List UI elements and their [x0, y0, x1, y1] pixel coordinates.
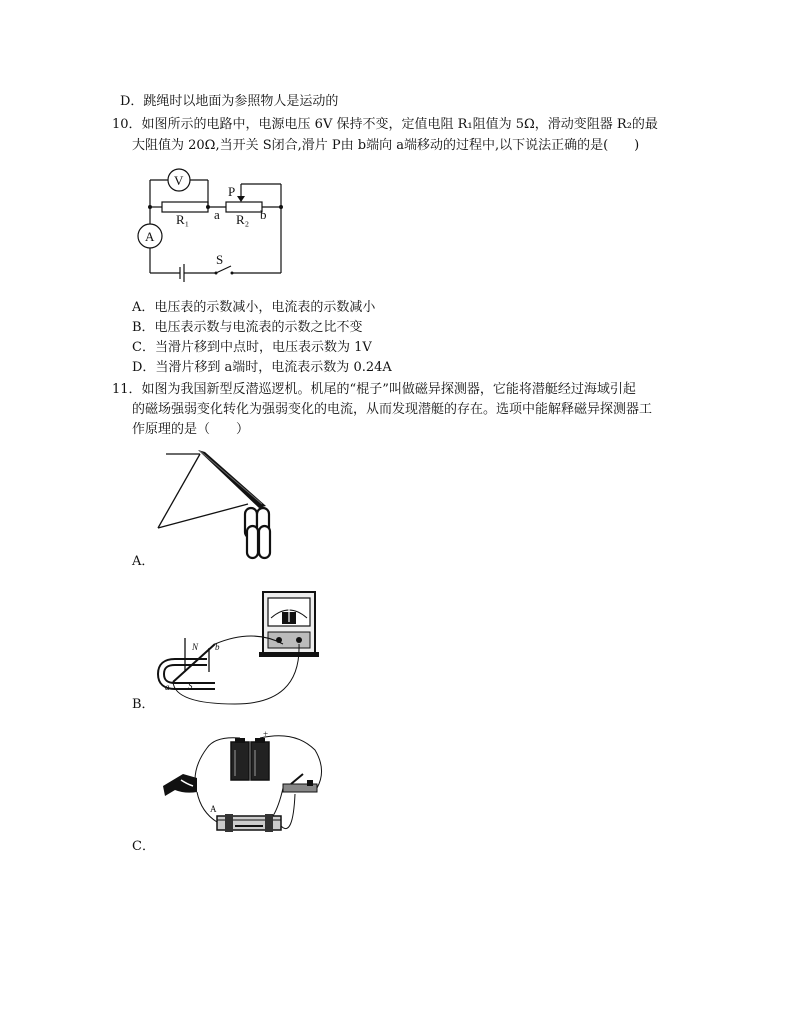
terminal-b-label: b: [260, 207, 267, 222]
q11-option-c-label: C．: [132, 839, 155, 854]
fig-b-s-label: S: [188, 681, 193, 691]
q10-option-d: D．当滑片移到 a端时，电流表示数为 0.24A: [132, 360, 392, 375]
q10-option-c: C．当滑片移到中点时，电压表示数为 1V: [132, 340, 372, 355]
q10-circuit-diagram: [128, 160, 328, 285]
terminal-a-label: a: [214, 207, 220, 222]
q11-stem-line2: 的磁场强弱变化转化为强弱变化的电流，从而发现潜艇的存在。选项中能解释磁异探测器工: [132, 402, 653, 417]
switch-s-label: S: [216, 252, 224, 267]
fig-b-b-label: b: [215, 642, 220, 652]
fig-c-plus-label: +: [263, 730, 269, 739]
ammeter-label: A: [145, 229, 155, 244]
q11-stem-line1: 11．如图为我国新型反潜巡逻机。机尾的“棍子”叫做磁异探测器，它能将潜艇经过海域引起: [112, 382, 636, 397]
fig-c-a-label: A: [210, 804, 217, 814]
q11-figure-b-electromagnetic-induction: [155, 588, 325, 706]
prev-option-d: D．跳绳时以地面为参照物人是运动的: [120, 94, 339, 109]
q10-option-b: B．电压表示数与电流表的示数之比不变: [132, 320, 363, 335]
q10-stem-line1: 10．如图所示的电路中，电源电压 6V 保持不变，定值电阻 R₁阻值为 5Ω，滑动变阻器 R₂的最: [112, 117, 658, 132]
voltmeter-label: V: [174, 173, 184, 188]
q11-figure-c-motor-principle: [155, 730, 335, 850]
fig-b-a-label: a: [165, 682, 170, 692]
q11-option-b-label: B．: [132, 697, 155, 712]
q11-stem-line3: 作原理的是（ ）: [132, 422, 250, 437]
r2-label: R₂: [236, 212, 250, 227]
q11-figure-a-magnet-rod-clips: [148, 446, 288, 568]
r1-label: R₁: [176, 212, 190, 227]
q10-stem-line2: 大阻值为 20Ω,当开关 S闭合,滑片 P由 b端向 a端移动的过程中,以下说法正确的是( ): [132, 138, 640, 153]
q10-option-a: A．电压表的示数减小，电流表的示数减小: [132, 300, 376, 315]
fig-b-n-label: N: [192, 642, 199, 652]
slider-p-label: P: [228, 184, 236, 199]
q11-option-a-label: A．: [132, 554, 155, 569]
